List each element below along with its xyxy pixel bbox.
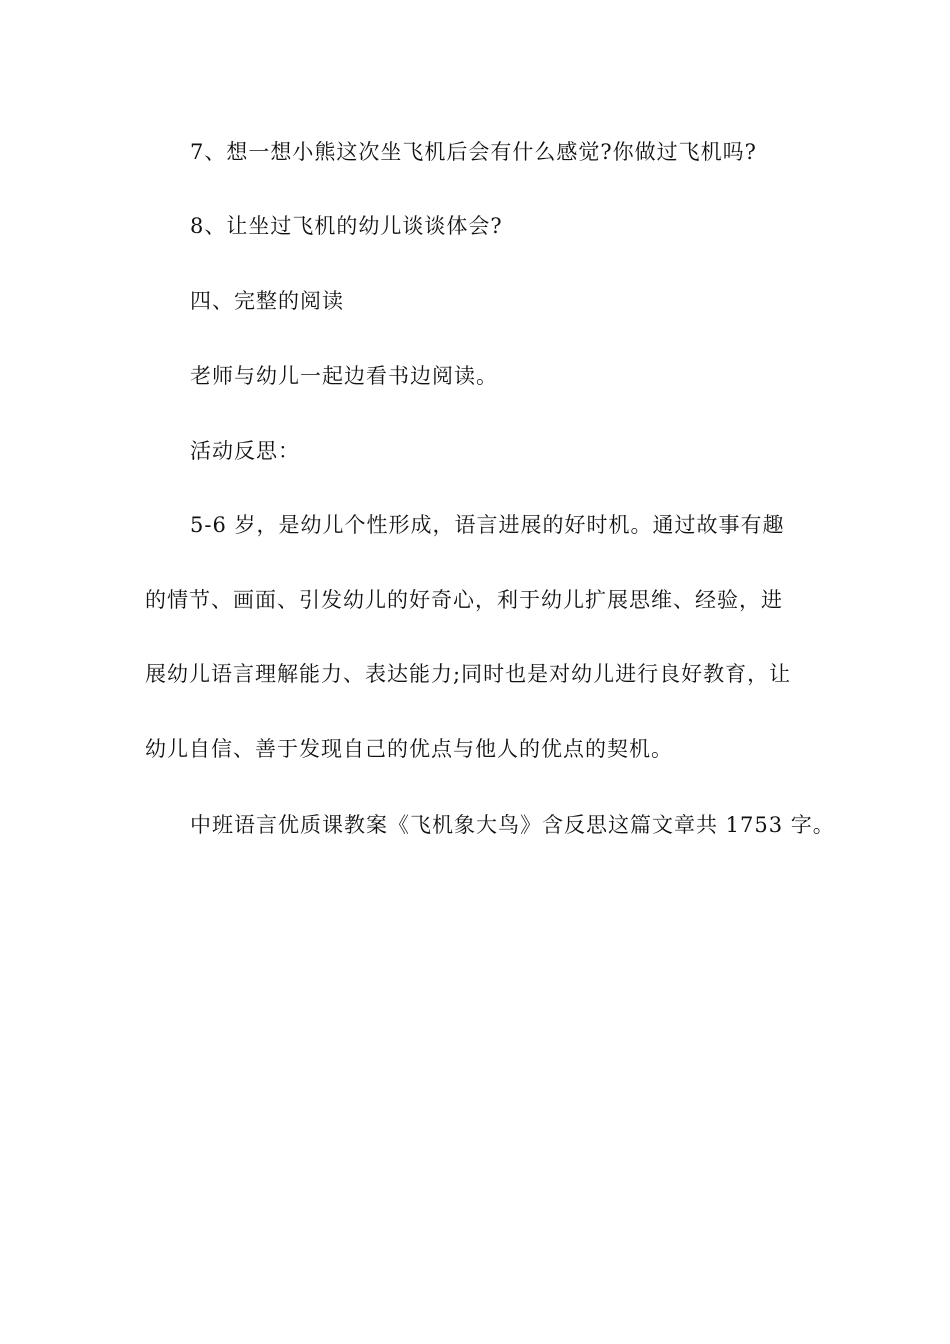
reading-paragraph: 老师与幼儿一起边看书边阅读。: [190, 364, 498, 388]
question-7: 7、想一想小熊这次坐飞机后会有什么感觉?你做过飞机吗?: [190, 140, 757, 164]
reflection-text-line: 的情节、画面、引发幼儿的好奇心，利于幼儿扩展思维、经验，进: [145, 588, 783, 612]
reflection-text-line: 幼儿自信、善于发现自己的优点与他人的优点的契机。: [145, 737, 673, 761]
reflection-text-line: 5-6 岁，是幼儿个性形成，语言进展的好时机。通过故事有趣: [190, 513, 785, 537]
section-heading-4: 四、完整的阅读: [190, 289, 344, 313]
article-word-count-note: 中班语言优质课教案《飞机象大鸟》含反思这篇文章共 1753 字。: [190, 813, 835, 837]
reflection-heading: 活动反思：: [190, 439, 300, 463]
question-8: 8、让坐过飞机的幼儿谈谈体会?: [190, 214, 503, 238]
reflection-text-line: 展幼儿语言理解能力、表达能力;同时也是对幼儿进行良好教育，让: [145, 662, 792, 686]
